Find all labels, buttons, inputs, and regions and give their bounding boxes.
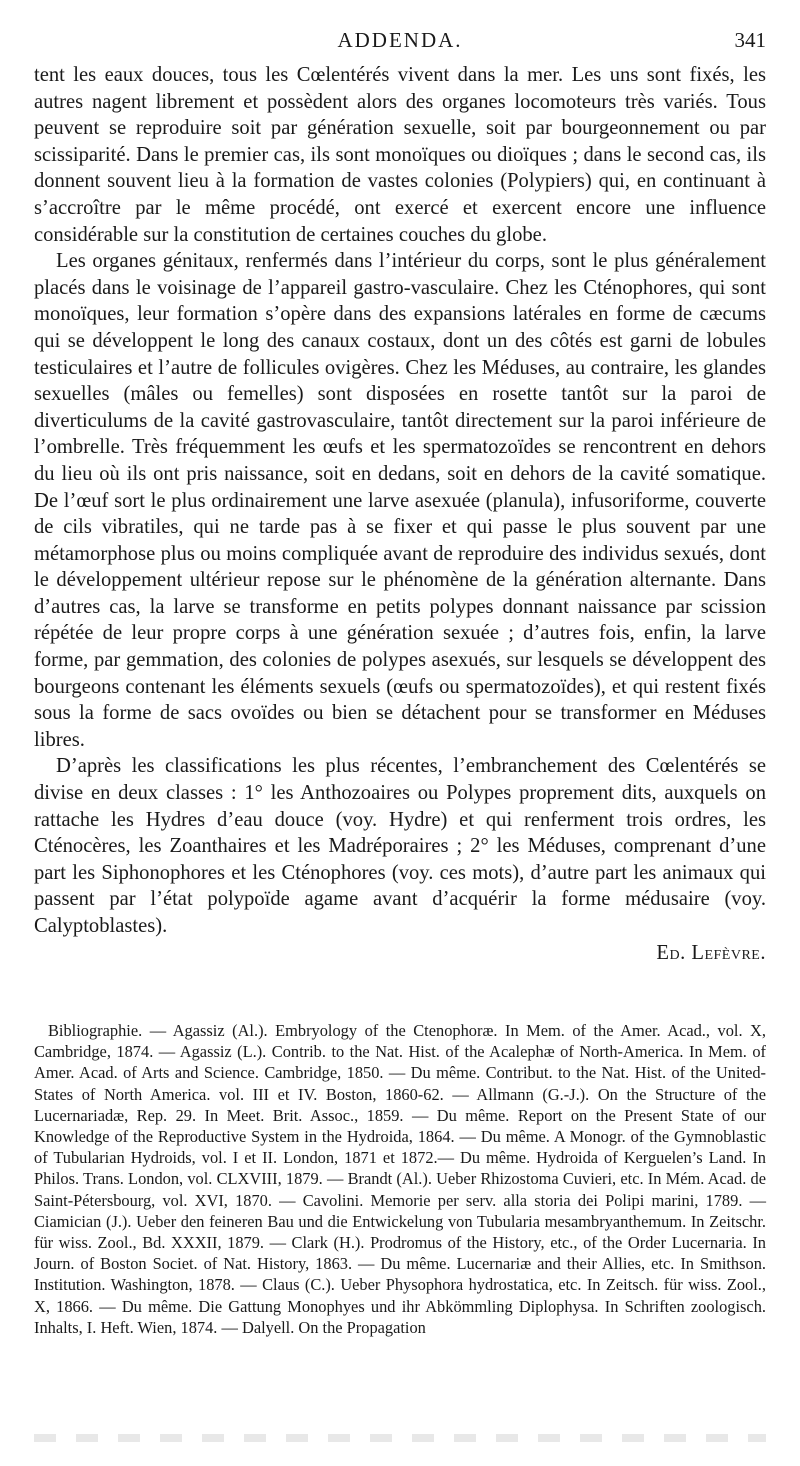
bibliography: Bibliographie. — Agassiz (Al.). Embryology of the Ctenophoræ. In Mem. of the Amer. Acad., vol. X, Cambridge, 1874. — Agassiz (L.). Contrib. to the Nat. Hist. of the Acalephæ of North-America. In Mem. of Amer. Acad. of Arts and Science. Cambridge, 1850. — Du même. Contribut. to the Nat. Hist. of the United-States of North America. vol. III et IV. Boston, 1860-62. — Allmann (G.-J.). On the Structure of the Lucernariadæ, Rep. 29. In Meet. Brit. Assoc., 1859. — Du même. Report on the Present State of our Knowledge of the Reproductive System in the Hydroida, 1864. — Du même. A Monogr. of the Gymnoblastic of Tubularian Hydroids, vol. I et II. London, 1871 et 1872.— Du même. Hydroida of Kerguelen’s Land. In Philos. Trans. London, vol. CLXVIII, 1879. — Brandt (Al.). Ueber Rhizostoma Cuvieri, etc. In Mém. Acad. de Saint-Pétersbourg, vol. XVI, 1870. — Cavolini. Memorie per serv. alla storia dei Polipi marini, 1789. — Ciamician (J.). Ueber den feineren Bau und die Entwickelung von Tubularia mesambryanthemum. In Zeitschr. für wiss. Zool., Bd. XXXII, 1879. — Clark (H.). Prodromus of the History, etc., of the Order Lucernaria. In Journ. of Boston Societ. of Nat. History, 1863. — Du même. Lucernariæ and their Allies, etc. In Smithson. Institution. Washington, 1878. — Claus (C.). Ueber Physophora hydrostatica, etc. In Zeitsch. für wiss. Zool., X, 1866. — Du même. Die Gattung Monophyes und ihr Abkömmling Diplophysa. In Schriften zoologisch. Inhalts, I. Heft. Wien, 1874. — Dalyell. On the Propagation	[34, 1021, 766, 1337]
signature-line	[34, 940, 766, 967]
author-signature: Ed. Lefèvre.	[656, 941, 766, 964]
paragraph-2: Les organes génitaux, renfermés dans l’intérieur du corps, sont le plus généralement placés dans le voisinage de l’appareil gastro-vasculaire. Chez les Cténophores, qui sont monoïques, leur formation s’opère dans des expansions latérales en forme de cæcums qui se développent le long des canaux costaux, dont un des côtés est garni de lobules testiculaires et l’autre de follicules ovigères. Chez les Méduses, au contraire, les glandes sexuelles (mâles ou femelles) sont disposées en rosette tantôt sur la paroi de diverticulums de la cavité gastrovasculaire, tantôt directement sur la paroi inférieure de l’ombrelle. Très fréquemment les œufs et les spermatozoïdes se rencontrent en dehors du lieu où ils ont pris naissance, soit en dedans, soit en dehors de la cavité somatique. De l’œuf sort le plus ordinairement une larve asexuée (planula), infusoriforme, couverte de cils vibratiles, qui ne tarde pas à se fixer et qui passe le plus souvent par une métamorphose plus ou moins compliquée avant de reproduire des individus sexués, dont le développement ultérieur repose sur le phénomène de la génération alternante. Dans d’autres cas, la larve se transforme en petits polypes donnant naissance par scission répétée de leur propre corps à une génération sexuée ; d’autres fois, enfin, la larve forme, par gemmation, des colonies de polypes asexués, sur lesquels se développent des bourgeons contenant les éléments sexuels (œufs ou spermatozoïdes), et qui restent fixés sous la forme de sacs ovoïdes ou bien se détachent pour se transformer en Méduses libres.	[34, 250, 766, 751]
page-number: 341	[734, 28, 766, 52]
paragraph-3: D’après les classifications les plus récentes, l’embranchement des Cœlentérés se divise en deux classes : 1° les Anthozoaires ou Polypes proprement dits, auxquels on rattache les Hydres d’eau douce (voy. Hydre) et qui renferment trois ordres, les Cténocères, les Zoanthaires et les Madréporaires ; 2° les Méduses, comprenant d’une part les Siphonophores et les Cténophores (voy. ces mots), d’autre part les animaux qui passent par l’état polypoïde agame avant d’acquérir la forme médusaire (voy. Calyptoblastes).	[34, 755, 766, 937]
paragraph-1: tent les eaux douces, tous les Cœlentérés vivent dans la mer. Les uns sont fixés, les autres nagent librement et possèdent alors des organes locomoteurs très variés. Tous peuvent se reproduire soit par génération sexuelle, soit par bourgeonnement ou par scissiparité. Dans le premier cas, ils sont monoïques ou dioïques ; dans le second cas, ils donnent souvent lieu à la formation de vastes colonies (Polypiers) qui, en continuant à s’accroître par le même procédé, ont exercé et exercent encore une influence considérable sur la constitution de certaines couches du globe.	[34, 64, 766, 246]
page-header	[34, 28, 766, 58]
running-title: ADDENDA.	[337, 28, 463, 52]
main-text	[34, 62, 766, 966]
faded-bottom-line	[34, 1434, 766, 1442]
